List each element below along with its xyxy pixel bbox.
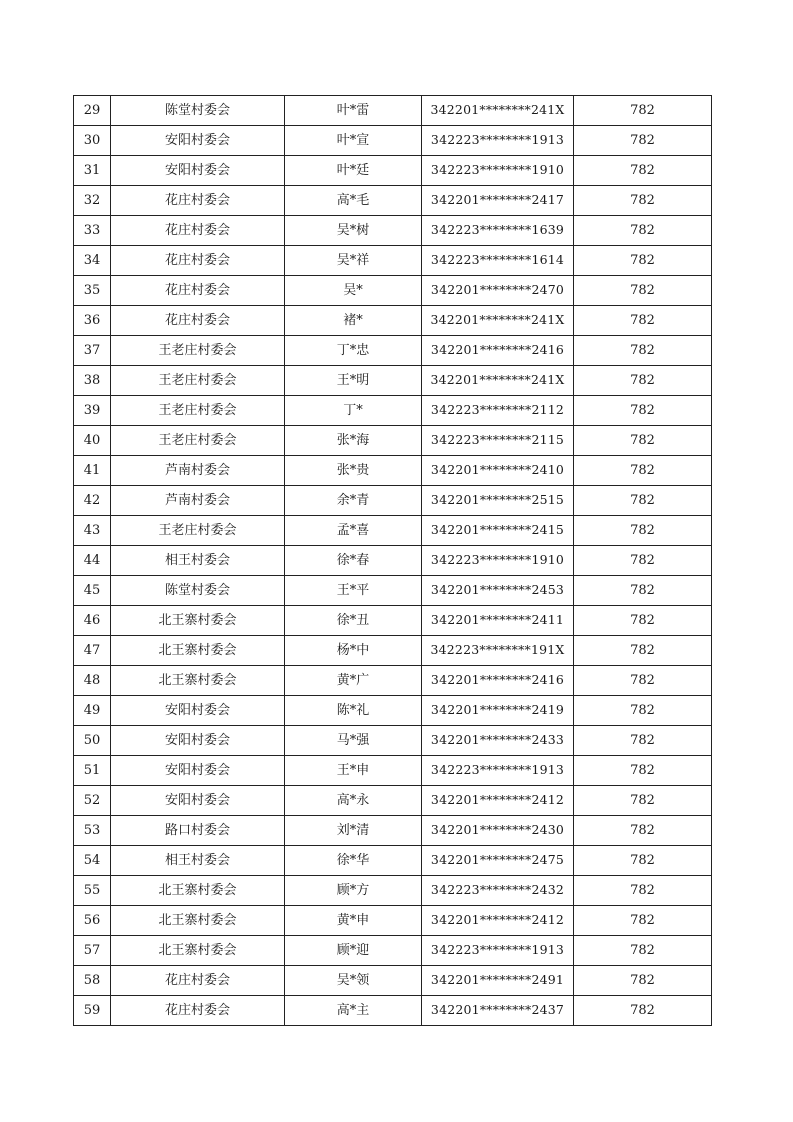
row-number-cell: 58 [74,966,111,996]
row-number-cell: 41 [74,456,111,486]
table-row [74,816,712,846]
row-number-cell: 32 [74,186,111,216]
village-committee-cell: 花庄村委会 [111,966,285,996]
village-committee-cell: 王老庄村委会 [111,516,285,546]
row-number-cell: 49 [74,696,111,726]
row-number-cell: 59 [74,996,111,1026]
row-number-cell: 56 [74,906,111,936]
row-number-cell: 34 [74,246,111,276]
roster-table [73,95,712,1026]
village-committee-cell: 花庄村委会 [111,246,285,276]
person-name-cell: 徐*华 [285,846,422,876]
amount-cell: 782 [574,546,712,576]
id-number-cell: 342201********241X [422,306,574,336]
table-row [74,996,712,1026]
id-number-cell: 342201********241X [422,96,574,126]
roster-table-body [74,96,712,1026]
amount-cell: 782 [574,876,712,906]
village-committee-cell: 王老庄村委会 [111,396,285,426]
id-number-cell: 342223********191X [422,636,574,666]
person-name-cell: 陈*礼 [285,696,422,726]
amount-cell: 782 [574,576,712,606]
person-name-cell: 王*明 [285,366,422,396]
village-committee-cell: 北王寨村委会 [111,636,285,666]
table-row [74,666,712,696]
village-committee-cell: 王老庄村委会 [111,426,285,456]
person-name-cell: 孟*喜 [285,516,422,546]
amount-cell: 782 [574,966,712,996]
amount-cell: 782 [574,126,712,156]
id-number-cell: 342223********2115 [422,426,574,456]
amount-cell: 782 [574,516,712,546]
village-committee-cell: 王老庄村委会 [111,336,285,366]
person-name-cell: 黄*广 [285,666,422,696]
person-name-cell: 余*青 [285,486,422,516]
person-name-cell: 丁* [285,396,422,426]
amount-cell: 782 [574,456,712,486]
id-number-cell: 342223********1913 [422,126,574,156]
row-number-cell: 38 [74,366,111,396]
row-number-cell: 37 [74,336,111,366]
village-committee-cell: 相王村委会 [111,546,285,576]
amount-cell: 782 [574,696,712,726]
amount-cell: 782 [574,306,712,336]
id-number-cell: 342223********2112 [422,396,574,426]
person-name-cell: 杨*中 [285,636,422,666]
id-number-cell: 342201********2515 [422,486,574,516]
row-number-cell: 45 [74,576,111,606]
person-name-cell: 刘*清 [285,816,422,846]
row-number-cell: 50 [74,726,111,756]
id-number-cell: 342223********1910 [422,156,574,186]
village-committee-cell: 安阳村委会 [111,126,285,156]
village-committee-cell: 花庄村委会 [111,186,285,216]
amount-cell: 782 [574,246,712,276]
amount-cell: 782 [574,486,712,516]
village-committee-cell: 北王寨村委会 [111,606,285,636]
village-committee-cell: 北王寨村委会 [111,876,285,906]
village-committee-cell: 花庄村委会 [111,216,285,246]
row-number-cell: 35 [74,276,111,306]
table-row [74,936,712,966]
table-row [74,186,712,216]
person-name-cell: 叶*雷 [285,96,422,126]
id-number-cell: 342201********2430 [422,816,574,846]
id-number-cell: 342223********2432 [422,876,574,906]
village-committee-cell: 相王村委会 [111,846,285,876]
amount-cell: 782 [574,636,712,666]
table-row [74,306,712,336]
row-number-cell: 31 [74,156,111,186]
table-row [74,96,712,126]
row-number-cell: 48 [74,666,111,696]
row-number-cell: 42 [74,486,111,516]
amount-cell: 782 [574,786,712,816]
table-row [74,546,712,576]
row-number-cell: 46 [74,606,111,636]
table-row [74,516,712,546]
village-committee-cell: 安阳村委会 [111,696,285,726]
person-name-cell: 马*强 [285,726,422,756]
id-number-cell: 342201********2437 [422,996,574,1026]
amount-cell: 782 [574,996,712,1026]
village-committee-cell: 北王寨村委会 [111,666,285,696]
id-number-cell: 342223********1639 [422,216,574,246]
table-row [74,786,712,816]
table-row [74,366,712,396]
row-number-cell: 51 [74,756,111,786]
id-number-cell: 342201********2453 [422,576,574,606]
village-committee-cell: 北王寨村委会 [111,936,285,966]
person-name-cell: 黄*申 [285,906,422,936]
person-name-cell: 徐*丑 [285,606,422,636]
person-name-cell: 高*毛 [285,186,422,216]
table-row [74,486,712,516]
row-number-cell: 54 [74,846,111,876]
row-number-cell: 53 [74,816,111,846]
table-row [74,396,712,426]
village-committee-cell: 陈堂村委会 [111,96,285,126]
row-number-cell: 55 [74,876,111,906]
id-number-cell: 342201********2410 [422,456,574,486]
table-row [74,216,712,246]
id-number-cell: 342201********2470 [422,276,574,306]
row-number-cell: 43 [74,516,111,546]
row-number-cell: 36 [74,306,111,336]
person-name-cell: 褚* [285,306,422,336]
person-name-cell: 顾*方 [285,876,422,906]
id-number-cell: 342201********2491 [422,966,574,996]
row-number-cell: 33 [74,216,111,246]
amount-cell: 782 [574,336,712,366]
amount-cell: 782 [574,396,712,426]
person-name-cell: 吴*领 [285,966,422,996]
id-number-cell: 342223********1614 [422,246,574,276]
amount-cell: 782 [574,936,712,966]
village-committee-cell: 安阳村委会 [111,156,285,186]
table-row [74,696,712,726]
village-committee-cell: 安阳村委会 [111,756,285,786]
row-number-cell: 40 [74,426,111,456]
table-row [74,726,712,756]
id-number-cell: 342201********2417 [422,186,574,216]
table-row [74,606,712,636]
person-name-cell: 叶*宣 [285,126,422,156]
table-row [74,636,712,666]
table-row [74,876,712,906]
person-name-cell: 张*贵 [285,456,422,486]
table-row [74,966,712,996]
amount-cell: 782 [574,756,712,786]
id-number-cell: 342201********2412 [422,906,574,936]
id-number-cell: 342201********2419 [422,696,574,726]
person-name-cell: 徐*春 [285,546,422,576]
table-row [74,246,712,276]
person-name-cell: 高*永 [285,786,422,816]
table-row [74,336,712,366]
village-committee-cell: 王老庄村委会 [111,366,285,396]
id-number-cell: 342201********241X [422,366,574,396]
amount-cell: 782 [574,366,712,396]
amount-cell: 782 [574,846,712,876]
row-number-cell: 44 [74,546,111,576]
person-name-cell: 王*平 [285,576,422,606]
person-name-cell: 吴* [285,276,422,306]
village-committee-cell: 芦南村委会 [111,456,285,486]
row-number-cell: 52 [74,786,111,816]
table-row [74,846,712,876]
person-name-cell: 吴*树 [285,216,422,246]
amount-cell: 782 [574,666,712,696]
id-number-cell: 342201********2411 [422,606,574,636]
amount-cell: 782 [574,726,712,756]
person-name-cell: 丁*忠 [285,336,422,366]
village-committee-cell: 花庄村委会 [111,276,285,306]
village-committee-cell: 花庄村委会 [111,306,285,336]
id-number-cell: 342201********2433 [422,726,574,756]
village-committee-cell: 陈堂村委会 [111,576,285,606]
amount-cell: 782 [574,96,712,126]
row-number-cell: 29 [74,96,111,126]
row-number-cell: 57 [74,936,111,966]
id-number-cell: 342201********2415 [422,516,574,546]
person-name-cell: 顾*迎 [285,936,422,966]
id-number-cell: 342201********2416 [422,666,574,696]
amount-cell: 782 [574,426,712,456]
amount-cell: 782 [574,156,712,186]
id-number-cell: 342201********2475 [422,846,574,876]
id-number-cell: 342201********2412 [422,786,574,816]
person-name-cell: 吴*祥 [285,246,422,276]
id-number-cell: 342223********1913 [422,936,574,966]
village-committee-cell: 北王寨村委会 [111,906,285,936]
person-name-cell: 王*申 [285,756,422,786]
amount-cell: 782 [574,816,712,846]
table-row [74,126,712,156]
table-row [74,756,712,786]
amount-cell: 782 [574,186,712,216]
table-row [74,276,712,306]
amount-cell: 782 [574,276,712,306]
village-committee-cell: 芦南村委会 [111,486,285,516]
table-row [74,906,712,936]
village-committee-cell: 安阳村委会 [111,786,285,816]
table-row [74,576,712,606]
row-number-cell: 39 [74,396,111,426]
village-committee-cell: 路口村委会 [111,816,285,846]
id-number-cell: 342201********2416 [422,336,574,366]
person-name-cell: 高*主 [285,996,422,1026]
table-row [74,456,712,486]
id-number-cell: 342223********1910 [422,546,574,576]
amount-cell: 782 [574,216,712,246]
person-name-cell: 叶*廷 [285,156,422,186]
person-name-cell: 张*海 [285,426,422,456]
table-row [74,156,712,186]
amount-cell: 782 [574,906,712,936]
table-row [74,426,712,456]
village-committee-cell: 安阳村委会 [111,726,285,756]
id-number-cell: 342223********1913 [422,756,574,786]
row-number-cell: 30 [74,126,111,156]
amount-cell: 782 [574,606,712,636]
row-number-cell: 47 [74,636,111,666]
village-committee-cell: 花庄村委会 [111,996,285,1026]
